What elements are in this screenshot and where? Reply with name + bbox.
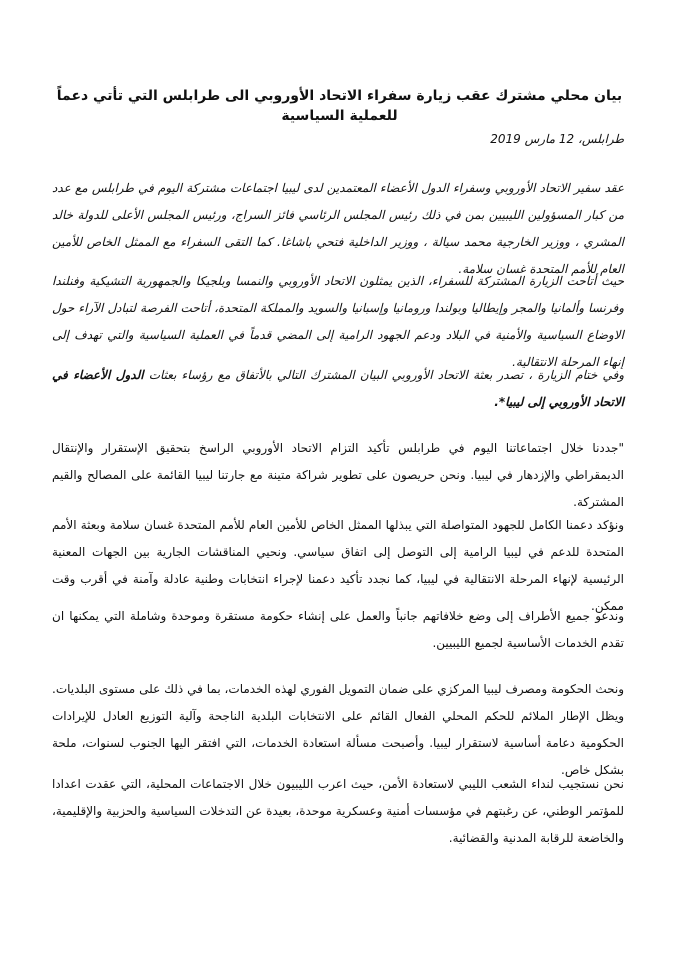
paragraph-un-support: ونؤكد دعمنا الكامل للجهود المتواصلة التي يبذلها الممثل الخاص للأمين العام للأمم المتحدة غسان سلامة وبعثة الأمم المتحدة للدعم في ليبيا الرامية إلى التوصل إلى اتفاق سياسي. ونحيي المناقشات الجارية بين الجهات المعنية الرئيسية لإنهاء المرحلة الانتقالية في ليبيا، كما نجدد تأكيد دعمنا لإجراء انتخابات وطنية عادلة وآمنة في أقرب وقت ممكن. (52, 518, 624, 613)
paragraph-joint-visit: حيث أتاحت الزيارة المشتركة للسفراء، الذين يمثلون الاتحاد الأوروبي والنمسا وبلجيكا والجمهورية التشيكية وفنلندا وفرنسا وألمانيا والمجر وإيطاليا وبولندا ورومانيا وإسبانيا والسويد والمملكة المتحدة، أتاحت الفرصة لتبادل الآراء حول الاوضاع السياسية والأمنية في البلاد ودعم الجهود الرامية إلى المضي قدماً في العملية السياسية والتي تهدف إلى إنهاء المرحلة الانتقالية. (52, 274, 624, 369)
paragraph-call-to-parties: وندعو جميع الأطراف إلى وضع خلافاتهم جانباً والعمل على إنشاء حكومة مستقرة وموحدة وشاملة التي يمكنها ان تقدم الخدمات الأساسية لجميع الليبيين. (52, 609, 624, 650)
paragraph-statement-intro (52, 362, 624, 416)
document-title: بيان محلي مشترك عقب زيارة سفراء الاتحاد الأوروبي الى طرابلس التي تأتي دعماً للعملية السياسية (56, 88, 623, 124)
paragraph-meetings: عقد سفير الاتحاد الأوروبي وسفراء الدول الأعضاء المعتمدين لدى ليبيا اجتماعات مشتركة اليوم في طرابلس مع عدد من كبار المسؤولين الليبيين بمن في ذلك رئيس المجلس الرئاسي فائز السراج، ورئيس المجلس الأعلى للدولة خالد المشري ، ووزير الخارجية محمد سيالة ، ووزير الداخلية فتحي باشاغا. كما التقى السفراء مع الممثل الخاص للأمين العام للأمم المتحدة غسان سلامة. (52, 181, 624, 276)
statement-intro-bold: الدول الأعضاء في الاتحاد الأوروبي إلى ليبيا (52, 368, 624, 409)
paragraph-security: نحن نستجيب لنداء الشعب الليبي لاستعادة الأمن، حيث اعرب الليبيون خلال الاجتماعات المحلية، التي عقدت اعدادا للمؤتمر الوطني، عن رغبتهم في مؤسسات أمنية وعسكرية موحدة، بعيدة عن التدخلات السياسية والحزبية والإقليمية، والخاضعة للرقابة المدنية والقضائية. (52, 777, 624, 845)
statement-intro-text: وفي ختام الزيارة ، تصدر بعثة الاتحاد الأوروبي البيان المشترك التالي بالأتفاق مع رؤساء بعثات (148, 368, 624, 382)
paragraph-funding-services: ونحث الحكومة ومصرف ليبيا المركزي على ضمان التمويل الفوري لهذه الخدمات، بما في ذلك على مستوى البلديات. ويظل الإطار الملائم للحكم المحلي الفعال القائم على الانتخابات البلدية الناجحة وآلية التوزيع العادل للإيرادات الحكومية دعامة أساسية لاستقرار ليبيا. وأصبحت مسألة استعادة الخدمات، التي افتقر اليها الجنوب لسنوات، ملحة بشكل خاص. (52, 682, 624, 777)
paragraph-eu-commitment: "جددنا خلال اجتماعاتنا اليوم في طرابلس تأكيد التزام الاتحاد الأوروبي الراسخ بتحقيق الإستقرار والإنتقال الديمقراطي والإزدهار في ليبيا. ونحن حريصون على تطوير شراكة متينة مع جارتنا ليبيا القائمة على المصالح والقيم المشتركة. (52, 441, 624, 509)
statement-intro-end: *. (494, 395, 506, 409)
dateline: طرابلس، 12 مارس 2019 (490, 132, 624, 146)
